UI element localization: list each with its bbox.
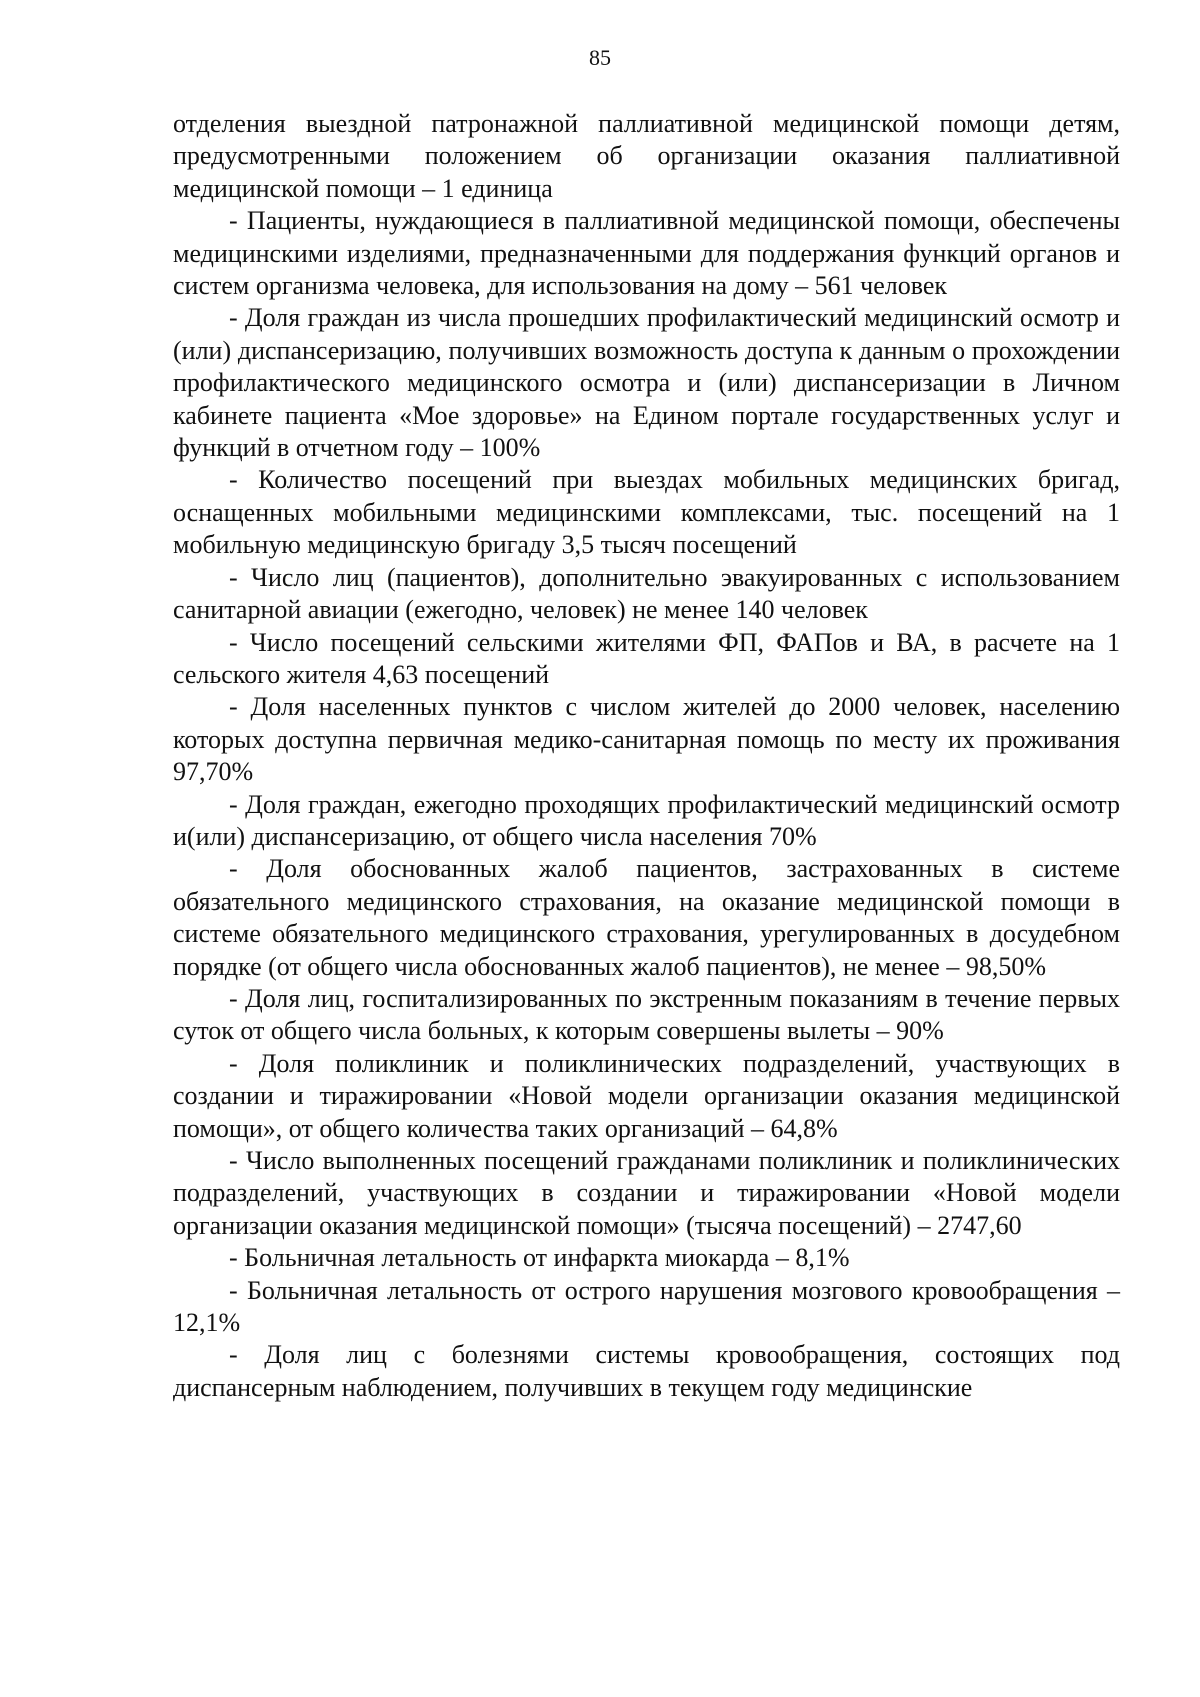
document-body (173, 108, 1120, 1404)
paragraph-infarction-mortality: - Больничная летальность от инфаркта миокарда – 8,1% (229, 1243, 850, 1273)
paragraph-mobile-brigades: - Количество посещений при выездах мобильных медицинских бригад, оснащенных мобильными медицинскими комплексами, тыс. посещений на 1 мобильную медицинскую бригаду 3,5 тысяч посещений (173, 465, 1120, 560)
paragraph-palliative-equipment: - Пациенты, нуждающиеся в паллиативной медицинской помощи, обеспечены медицинскими изделиями, предназначенными для поддержания функций органов и систем организма человека, для использования на дому – 561 человек (173, 206, 1120, 301)
paragraph-circulatory-dispensary: - Доля лиц с болезнями системы кровообращения, состоящих под диспансерным наблюдением, получивших в текущем году медицинские (173, 1340, 1120, 1402)
paragraph-sanitary-aviation: - Число лиц (пациентов), дополнительно эвакуированных с использованием санитарной авиации (ежегодно, человек) не менее 140 человек (173, 562, 1120, 625)
paragraph-polyclinics-share: - Доля поликлиник и поликлинических подразделений, участвующих в создании и тиражировании «Новой модели организации оказания медицинской помощи», от общего количества таких организаций – 64,8% (173, 1048, 1120, 1143)
paragraph-stroke-mortality: - Больничная летальность от острого нарушения мозгового кровообращения – 12,1% (173, 1275, 1120, 1338)
paragraph-polyclinics-visits: - Число выполненных посещений гражданами поликлиник и поликлинических подразделений, участвующих в создании и тиражировании «Новой модели организации оказания медицинской помощи» (тысяча посещений) – 2747,60 (173, 1146, 1120, 1240)
paragraph-personal-account-access: - Доля граждан из числа прошедших профилактический медицинский осмотр и (или) диспансеризацию, получивших возможность доступа к данным о прохождении профилактического медицинского осмотра и (или) диспансеризации в Личном кабинете пациента «Мое здоровье» на Едином портале государственных услуг и функций в отчетном году – 100% (173, 303, 1120, 463)
paragraph-rural-visits: - Число посещений сельскими жителями ФП, ФАПов и ВА, в расчете на 1 сельского жителя 4,63 посещений (173, 627, 1120, 689)
paragraph-continuation: отделения выездной патронажной паллиативной медицинской помощи детям, предусмотренными положением об организации оказания паллиативной медицинской помощи – 1 единица (173, 109, 1120, 203)
paragraph-complaints: - Доля обоснованных жалоб пациентов, застрахованных в системе обязательного медицинского страхования, на оказание медицинской помощи в системе обязательного медицинского страхования, урегулированных в досудебном порядке (от общего числа обоснованных жалоб пациентов), не менее – 98,50% (173, 854, 1120, 981)
paragraph-emergency-hospitalization: - Доля лиц, госпитализированных по экстренным показаниям в течение первых суток от общего числа больных, к которым совершены вылеты – 90% (173, 983, 1120, 1046)
paragraph-settlements-access: - Доля населенных пунктов с числом жителей до 2000 человек, населению которых доступна первичная медико-санитарная помощь по месту их проживания 97,70% (173, 692, 1120, 787)
page-number: 85 (589, 45, 611, 70)
paragraph-preventive-exams: - Доля граждан, ежегодно проходящих профилактический медицинский осмотр и(или) диспансеризацию, от общего числа населения 70% (173, 789, 1120, 851)
